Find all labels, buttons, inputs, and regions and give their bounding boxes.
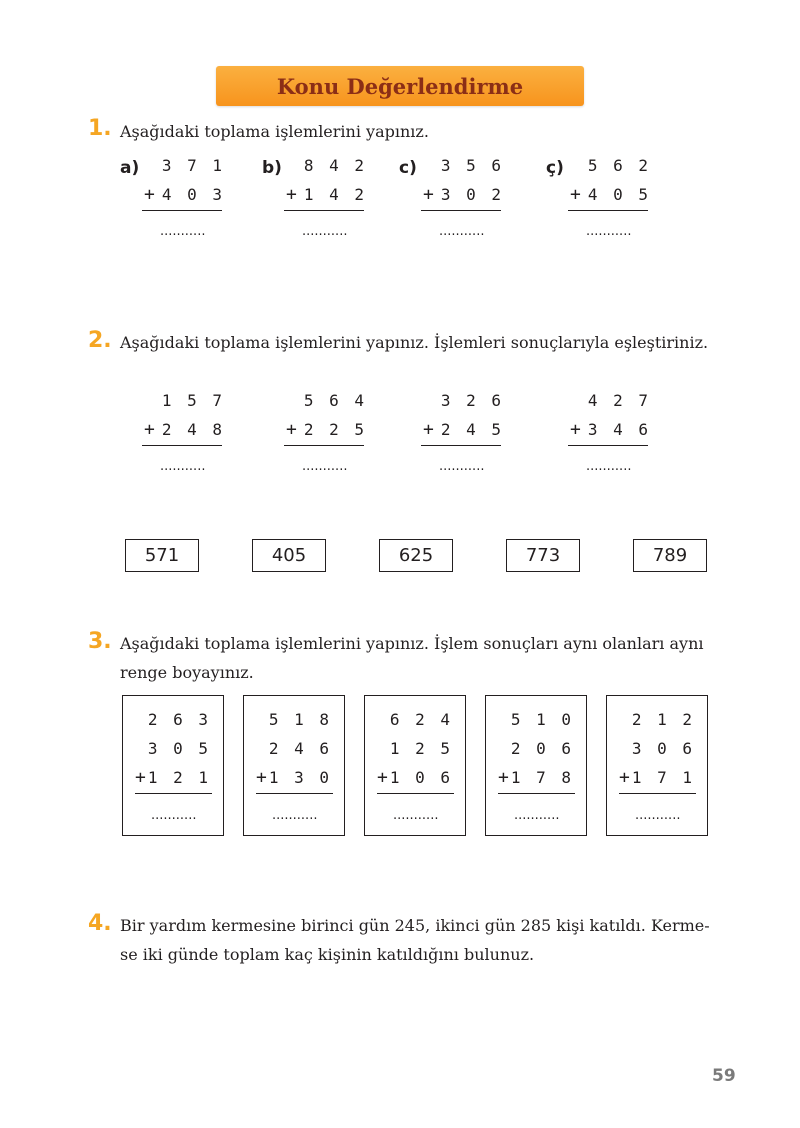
- answer-blank: ...........: [272, 808, 318, 823]
- q1-problem-c: [399, 152, 509, 242]
- sum-line: [284, 210, 364, 211]
- q3-problem-box: [485, 695, 587, 836]
- q2-problem-3: [399, 387, 509, 477]
- answer-box-2: 405: [252, 539, 326, 572]
- problem-label: a): [120, 158, 140, 178]
- addend-bottom: 2 4 8: [161, 420, 225, 439]
- sum-line: [498, 793, 575, 794]
- addend-3: 1 2 1: [147, 768, 211, 787]
- q1-problem-a: [120, 152, 230, 242]
- addend-2: 1 2 5: [389, 739, 453, 758]
- page-number: 59: [712, 1066, 736, 1086]
- sum-line: [421, 210, 501, 211]
- addend-1: 5 1 0: [510, 710, 574, 729]
- q2-problem-4: [546, 387, 656, 477]
- sum-line: [619, 793, 696, 794]
- addend-bottom: 3 0 2: [440, 185, 504, 204]
- sum-line: [421, 445, 501, 446]
- question-4-text-line1: Bir yardım kermesine birinci gün 245, ikinci gün 285 kişi katıldı. Kerme-: [120, 916, 710, 935]
- addend-1: 6 2 4: [389, 710, 453, 729]
- question-4-number: 4.: [88, 911, 112, 936]
- addend-top: 3 2 6: [440, 391, 504, 410]
- addend-top: 3 5 6: [440, 156, 504, 175]
- answer-blank: ...........: [160, 459, 206, 474]
- plus-sign: +: [423, 184, 434, 205]
- addend-top: 8 4 2: [303, 156, 367, 175]
- answer-blank: ...........: [160, 224, 206, 239]
- plus-sign: +: [570, 419, 581, 440]
- problem-label: ç): [546, 158, 564, 178]
- addend-bottom: 4 0 5: [587, 185, 651, 204]
- question-3-number: 3.: [88, 629, 112, 654]
- plus-sign: +: [144, 184, 155, 205]
- q1-problem-cc: [546, 152, 656, 242]
- addend-2: 2 0 6: [510, 739, 574, 758]
- sum-line: [256, 793, 333, 794]
- addend-2: 3 0 6: [631, 739, 695, 758]
- plus-sign: +: [135, 767, 146, 788]
- section-title-banner: [216, 66, 584, 106]
- answer-blank: ...........: [586, 459, 632, 474]
- plus-sign: +: [286, 184, 297, 205]
- answer-blank: ...........: [302, 459, 348, 474]
- addend-1: 2 1 2: [631, 710, 695, 729]
- plus-sign: +: [498, 767, 509, 788]
- sum-line: [142, 210, 222, 211]
- question-1-text: Aşağıdaki toplama işlemlerini yapınız.: [120, 122, 429, 141]
- addend-bottom: 2 2 5: [303, 420, 367, 439]
- sum-line: [568, 210, 648, 211]
- q3-problem-box: [122, 695, 224, 836]
- plus-sign: +: [570, 184, 581, 205]
- addend-top: 3 7 1: [161, 156, 225, 175]
- addend-1: 5 1 8: [268, 710, 332, 729]
- addend-3: 1 0 6: [389, 768, 453, 787]
- addend-top: 1 5 7: [161, 391, 225, 410]
- answer-blank: ...........: [635, 808, 681, 823]
- answer-blank: ...........: [393, 808, 439, 823]
- answer-blank: ...........: [151, 808, 197, 823]
- question-2-number: 2.: [88, 328, 112, 353]
- answer-blank: ...........: [514, 808, 560, 823]
- q3-problem-box: [364, 695, 466, 836]
- addend-top: 5 6 4: [303, 391, 367, 410]
- plus-sign: +: [256, 767, 267, 788]
- plus-sign: +: [377, 767, 388, 788]
- problem-label: c): [399, 158, 417, 178]
- addend-bottom: 2 4 5: [440, 420, 504, 439]
- sum-line: [135, 793, 212, 794]
- sum-line: [377, 793, 454, 794]
- answer-box-1: 571: [125, 539, 199, 572]
- section-title: Konu Değerlendirme: [276, 73, 524, 99]
- addend-2: 2 4 6: [268, 739, 332, 758]
- sum-line: [284, 445, 364, 446]
- answer-box-3: 625: [379, 539, 453, 572]
- problem-label: b): [262, 158, 282, 178]
- plus-sign: +: [144, 419, 155, 440]
- addend-top: 5 6 2: [587, 156, 651, 175]
- answer-blank: ...........: [439, 224, 485, 239]
- answer-box-4: 773: [506, 539, 580, 572]
- addend-bottom: 4 0 3: [161, 185, 225, 204]
- q1-problem-b: [262, 152, 372, 242]
- sum-line: [568, 445, 648, 446]
- plus-sign: +: [286, 419, 297, 440]
- answer-blank: ...........: [302, 224, 348, 239]
- plus-sign: +: [619, 767, 630, 788]
- q2-problem-1: [120, 387, 230, 477]
- answer-blank: ...........: [439, 459, 485, 474]
- addend-1: 2 6 3: [147, 710, 211, 729]
- addend-3: 1 3 0: [268, 768, 332, 787]
- question-3-text-line1: Aşağıdaki toplama işlemlerini yapınız. İşlem sonuçları aynı olanları aynı: [120, 634, 704, 653]
- addend-3: 1 7 8: [510, 768, 574, 787]
- addend-bottom: 3 4 6: [587, 420, 651, 439]
- answer-blank: ...........: [586, 224, 632, 239]
- question-2-text: Aşağıdaki toplama işlemlerini yapınız. İşlemleri sonuçlarıyla eşleştiriniz.: [120, 333, 709, 352]
- question-3-text-line2: renge boyayınız.: [120, 663, 254, 682]
- addend-top: 4 2 7: [587, 391, 651, 410]
- q3-problem-box: [606, 695, 708, 836]
- plus-sign: +: [423, 419, 434, 440]
- addend-3: 1 7 1: [631, 768, 695, 787]
- sum-line: [142, 445, 222, 446]
- question-1-number: 1.: [88, 116, 112, 141]
- q2-problem-2: [262, 387, 372, 477]
- addend-bottom: 1 4 2: [303, 185, 367, 204]
- answer-box-5: 789: [633, 539, 707, 572]
- addend-2: 3 0 5: [147, 739, 211, 758]
- q3-problem-box: [243, 695, 345, 836]
- question-4-text-line2: se iki günde toplam kaç kişinin katıldığını bulunuz.: [120, 945, 535, 964]
